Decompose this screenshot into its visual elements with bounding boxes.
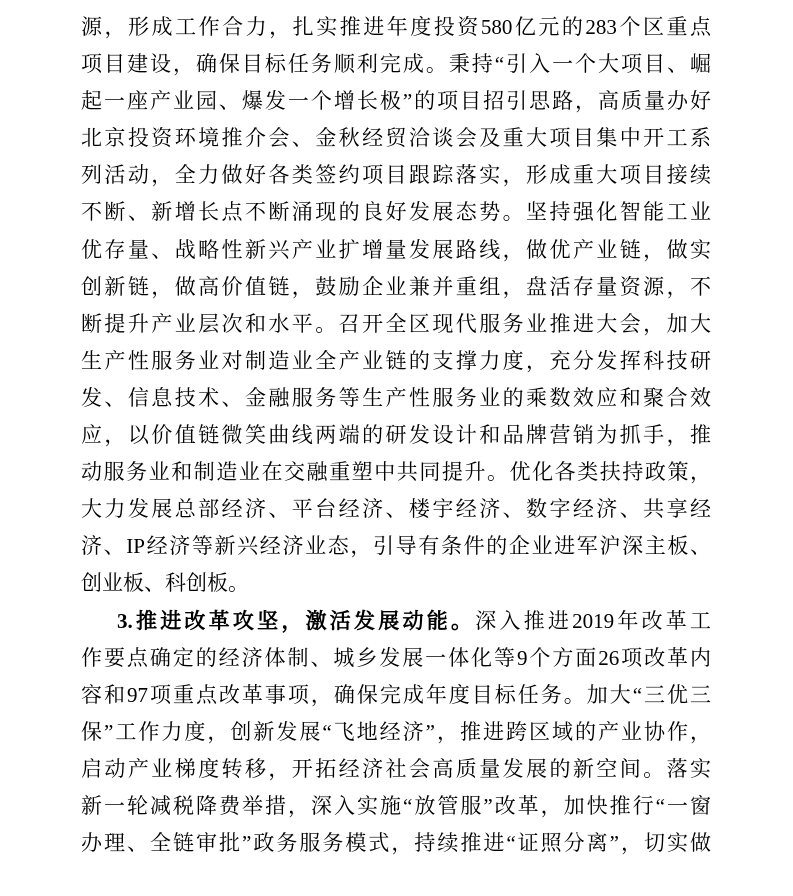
paragraph1-line: 生产性服务业对制造业全产业链的支撑力度，充分发挥科技研 (81, 348, 711, 373)
paragraph2-heading-rest: 深入推进2019年改革工 (475, 608, 711, 633)
paragraph2-line: 新一轮减税降费举措，深入实施“放管服”改革，加快推行“一窗 (81, 793, 711, 818)
paragraph1-last-line: 创业板、科创板。 (81, 571, 249, 596)
paragraph1-line: 动服务业和制造业在交融重塑中共同提升。优化各类扶持政策， (81, 460, 711, 485)
paragraph1-line: 优存量、战略性新兴产业扩增量发展路线，做优产业链，做实 (81, 237, 711, 262)
paragraph1-line: 列活动，全力做好各类签约项目跟踪落实，形成重大项目接续 (81, 163, 711, 188)
paragraph1-line: 大力发展总部经济、平台经济、楼宇经济、数字经济、共享经 (81, 497, 711, 522)
paragraph1-line: 发、信息技术、金融服务等生产性服务业的乘数效应和聚合效 (81, 385, 711, 410)
paragraph2-heading-line (81, 603, 711, 640)
paragraph1-line: 创新链，做高价值链，鼓励企业兼并重组，盘活存量资源，不 (81, 274, 711, 299)
paragraph1-line: 不断、新增长点不断涌现的良好发展态势。坚持强化智能工业 (81, 200, 711, 225)
paragraph1-line: 项目建设，确保目标任务顺利完成。秉持“引入一个大项目、崛 (81, 52, 711, 77)
paragraph1-line: 起一座产业园、爆发一个增长极”的项目招引思路，高质量办好 (81, 89, 711, 114)
paragraph2-line: 容和97项重点改革事项，确保完成年度目标任务。加大“三优三 (81, 682, 711, 707)
paragraph2-line: 作要点确定的经济体制、城乡发展一体化等9个方面26项改革内 (81, 645, 711, 670)
paragraph2-line: 启动产业梯度转移，开拓经济社会高质量发展的新空间。落实 (81, 756, 711, 781)
paragraph2-line: 办理、全链审批”政务服务模式，持续推进“证照分离”，切实做 (81, 831, 711, 856)
paragraph1-line: 源，形成工作合力，扎实推进年度投资580亿元的283个区重点 (81, 15, 711, 39)
paragraph1-line: 济、IP经济等新兴经济业态，引导有条件的企业进军沪深主板、 (81, 534, 711, 559)
paragraph2-line: 保”工作力度，创新发展“飞地经济”，推进跨区域的产业协作， (81, 719, 711, 744)
text-block (81, 9, 711, 862)
paragraph1-line: 应，以价值链微笑曲线两端的研发设计和品牌营销为抓手，推 (81, 423, 711, 448)
paragraph1-line: 断提升产业层次和水平。召开全区现代服务业推进大会，加大 (81, 311, 711, 336)
paragraph1-line: 北京投资环境推介会、金秋经贸洽谈会及重大项目集中开工系 (81, 126, 711, 151)
section-heading: 3.推进改革攻坚，激活发展动能。 (117, 608, 476, 633)
